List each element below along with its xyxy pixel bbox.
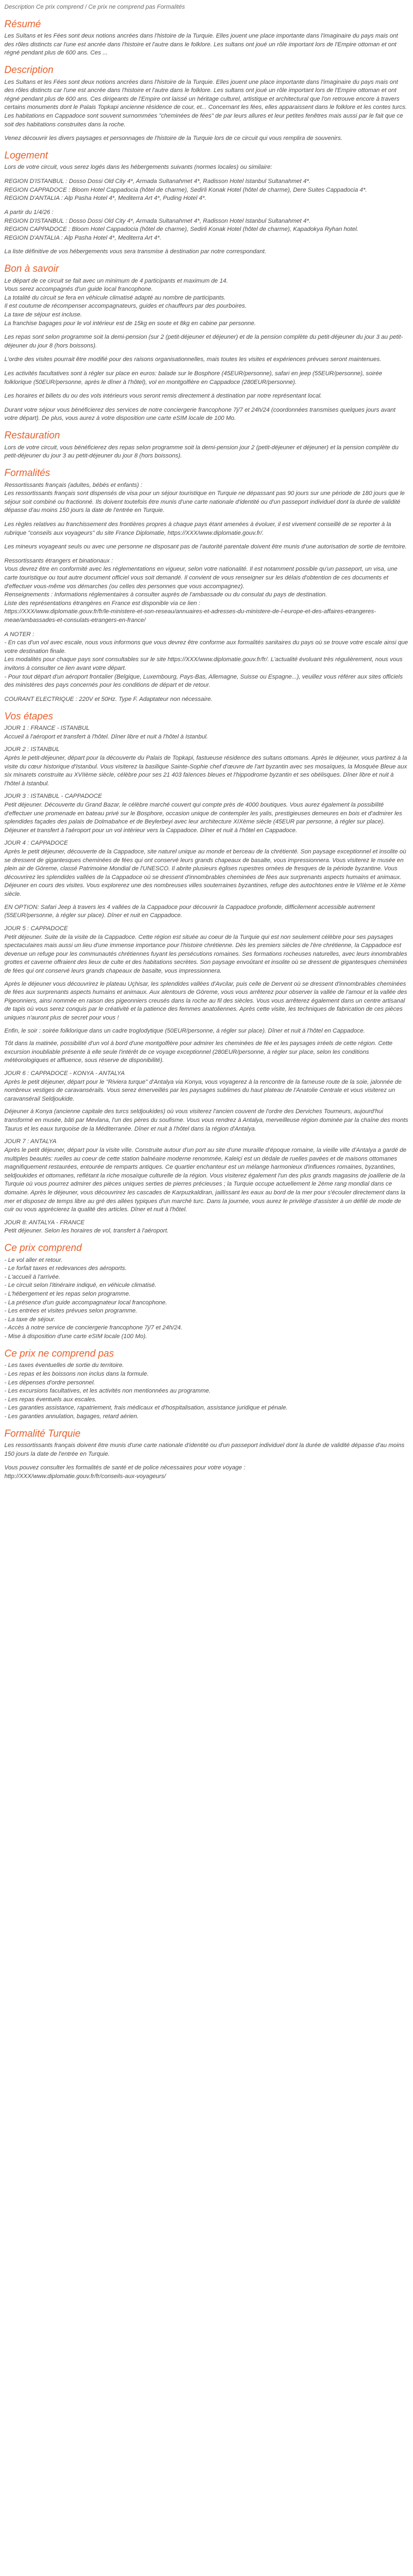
list-item: - Les entrées et visites prévues selon programme. — [4, 1308, 137, 1315]
day-heading: JOUR 6 : CAPPADOCE - KONYA - ANTALYA — [4, 1070, 125, 1077]
tab-links: Description Ce prix comprend / Ce prix ne comprend pas Formalités — [4, 4, 185, 10]
formalite-turquie-section — [4, 1428, 409, 1481]
formalites-text: Renseignements : Informations réglementaires à consulter auprès de l'ambassade ou du consulat du pays de destination. — [4, 591, 327, 599]
description-section — [4, 64, 409, 143]
list-item: - La taxe de séjour. — [4, 1316, 56, 1323]
logement-line: REGION CAPPADOCE : Bloom Hotel Cappadocia (hôtel de charme), Sedirli Konak Hotel (hôtel de charme), Dere Suites Cappadocia 4*. — [4, 186, 367, 193]
formalites-paragraph — [4, 521, 409, 538]
restauration-text: Lors de votre circuit, vous bénéficierez des repas selon programme soit la demi-pension jour 2 (petit-déjeuner et déjeuner) et la pension complète du petit-déjeuner du jour 3 au petit-déjeuner du jour 8 (hors boissons). — [4, 444, 399, 460]
day-heading: JOUR 7 : ANTALYA — [4, 1138, 57, 1145]
logement-line: REGION D'ISTANBUL : Dosso Dossi Old City 4*, Armada Sultanahmet 4*, Radisson Hotel Istanbul Sultanahmet 4*. — [4, 178, 311, 185]
restauration-title: Restauration — [4, 430, 60, 441]
logement-section — [4, 150, 409, 257]
formalites-title: Formalités — [4, 467, 51, 478]
comprend-title: Ce prix comprend — [4, 1242, 82, 1254]
info-line: La totalité du circuit se fera en véhicule climatisé adapté au nombre de participants. — [4, 294, 226, 301]
day-text: Tôt dans la matinée, possibilité d'un vol à bord d'une montgolfière pour admirer les cheminées de fée et les paysages irréels de cette région. Cette excursion inoubliable présente à elle seule l'intérêt de ce voyage exceptionnel (280EUR/personne, à régler sur place, selon les conditions météorologiques et affluence, sous réserve de disponibilité). — [4, 1040, 393, 1064]
logement-period: A partir du 1/4/26 : — [4, 209, 54, 216]
formalites-subhead: Ressortissants français (adultes, bébés et enfants) : — [4, 481, 143, 489]
list-item: - L'accueil à l'arrivée. — [4, 1273, 60, 1280]
info-line: Le départ de ce circuit se fait avec un minimum de 4 participants et maximum de 14. — [4, 277, 228, 284]
day-heading: JOUR 2 : ISTANBUL — [4, 746, 60, 753]
day-heading: JOUR 5 : CAPPADOCE — [4, 925, 68, 932]
formalites-link-line — [4, 608, 409, 625]
list-item: - Les garanties assistance, rapatriement, frais médicaux et d'hospitalisation, assistance juridique et pénale. — [4, 1405, 288, 1412]
day-text: Après le petit-déjeuner, départ pour la découverte du Palais de Topkapi, fastueuse résidence des sultans ottomans. Après le déjeuner, vous partirez à la visite du cœur historique d'Istanbul. Vous visiterez la basilique Sainte-Sophie chef d'œuvre de l'art byzantin avec ses mosaïques, la Mosquée Bleue aux six minarets construite au XVIIème siècle, célèbre pour ses 21 403 faïences bleues et l'hippodrome byzantin et ses obélisques. Dîner libre et nuit à l'hôtel à Istanbul. — [4, 754, 408, 787]
day-text: Après le petit déjeuner, découverte de la Cappadoce, site naturel unique au monde et berceau de la chrétienté. Son paysage exceptionnel et insolite où se dressent de gigantesques cheminées de fées qui ont conservé leurs grands chapeaux de basalte, vous impressionnera. Vous visiterez le musée en plein air de Göreme, classé Patrimoine Mondial de l'UNESCO. Il abrite plusieurs églises rupestres ornées de fresques de la période byzantine. Vous découvrirez les splendides vallées de la Cappadoce où se dressent d'innombrables cheminées de fées aux surprenants aspects humains et animaux. Déjeuner en cours des visites. Vous explorerez une des nombreuses villes souterraines byzantines, refuge des autochtones entre le VIIème et le Xème siècle. — [4, 849, 406, 898]
day-block — [4, 792, 409, 835]
list-item: - Accès à notre service de conciergerie francophone 7j/7 et 24h/24. — [4, 1324, 183, 1332]
comprend-list — [4, 1256, 409, 1341]
resume-title: Résumé — [4, 18, 41, 29]
list-item: - Les garanties annulation, bagages, retard aérien. — [4, 1413, 139, 1420]
day-block — [4, 724, 409, 741]
restauration-section — [4, 430, 409, 461]
ne-comprend-pas-title: Ce prix ne comprend pas — [4, 1347, 114, 1359]
day-text: Après le petit déjeuner, départ pour la visite ville. Construite autour d'un port au site d'une muraille d'époque romaine, la vieille ville d'Antalya a gardé de multiples beautés: ruelles au coeur de cette station balnéaire moderne renommée, Kaleiçi est un dédale de ruelles pavées et de maisons ottomanes magnifiquement restaurées, entourée de remparts antiques. Ce quartier enchanteur est un mélange harmonieux d'influences romaines, byzantines, seldjoukides et ottomanes, reflétant la riche mosaïque culturelle de la région. Vous visiterez également l'un des plus grands magasins de joaillerie de la Turquie où vous pourrez admirer des pièces uniques serties de pierres précieuses ; la Turquie occupe actuellement le 2ème rang mondial dans ce domaine. Après le déjeuner, vous découvrirez les cascades de Karpuzkaldiran, jaillissant les eaux au bord de la mer pour s'écouler directement dans la mer et disposez de temps libre au gré des allées typiques d'un marché turc. Dans la journée, vous aurez le privilège d'assister à un défilé de mode de cuir ou vous apprécierez la qualité des articles. Dîner et nuit à l'hôtel. — [4, 1146, 406, 1213]
etapes-title: Vos étapes — [4, 710, 53, 722]
logement-line: REGION CAPPADOCE : Bloom Hotel Cappadocia (hôtel de charme), Sedirli Konak Hotel (hôtel de charme), Kapadokya Ryhan hotel. — [4, 226, 359, 233]
courant-electrique: COURANT ELECTRIQUE : 220V et 50Hz. Type F. Adaptateur non nécessaire. — [4, 695, 212, 703]
day-text: Accueil à l'aéroport et transfert à l'hôtel. Dîner libre et nuit à l'hôtel à Istanbul. — [4, 733, 208, 740]
formalites-text: - En cas d'un vol avec escale, nous vous informons que vous devrez être conforme aux formalités sanitaires du pays où se trouve votre escale ainsi que votre destination finale. — [4, 639, 408, 655]
logement-list-b — [4, 209, 409, 242]
logement-line: REGION D'ANTALIA : Alp Pasha Hotel 4*, Mediterra Art 4*. — [4, 234, 161, 241]
formalite-turquie-link-line — [4, 1473, 409, 1481]
day-text: Petit déjeuner. Découverte du Grand Bazar, le célèbre marché couvert qui compte près de 4000 boutiques. Vous aurez également la possibilité d'effectuer une promenade en bateau privé sur le Bosphore, occasion unique de contempler les yalis, prestigieuses demeures en bois et d'admirer les splendides façades des palais de Dolmabahce et de Beylerbeyi avec leur architecture XIXème siècle (45EUR par personne, à régler sur place). Déjeuner et transfert à l'aéroport pour un vol intérieur vers la Cappadoce. Dîner et nuit à l'hôtel en Cappadoce. — [4, 801, 403, 834]
day-text: Enfin, le soir : soirée folklorique dans un cadre troglodytique (50EUR/personne, à régler sur place). Dîner et nuit à l'hôtel en Cappadoce. — [4, 1027, 365, 1034]
day-text: EN OPTION: Safari Jeep à travers les 4 vallées de la Cappadoce pour découvrir la Cappadoce profonde, difficilement accessible autrement (55EUR/personne, à régler sur place). Dîner et nuit en Cappadoce. — [4, 904, 375, 919]
logement-list-a — [4, 178, 409, 203]
diplomatie-link[interactable]: https://XXX/www.diplomatie.gouv.fr/. — [167, 529, 264, 536]
ne-comprend-pas-section — [4, 1348, 409, 1421]
info-paragraph: Les horaires et billets du ou des vols intérieurs vous seront remis directement à destination par notre représentant local. — [4, 393, 322, 400]
conseils-voyageurs-link[interactable]: http://XXX/www.diplomatie.gouv.fr/fr/conseils-aux-voyageurs/ — [4, 1473, 166, 1480]
formalite-turquie-title: Formalité Turquie — [4, 1427, 81, 1439]
list-item: - Les taxes éventuelles de sortie du territoire. — [4, 1362, 124, 1369]
comprend-section — [4, 1242, 409, 1341]
day-text: Après le déjeuner vous découvrirez le plateau Uçhisar, les splendides vallées d'Avcilar, puis celle de Dervent où se dressent d'innombrables cheminées de fées aux surprenants aspects humains et animaux. Aux alentours de Göreme, vous vous arrêterez pour observer la vallée de l'amour et la vallée des Pigeonniers, ainsi nommée en raison des pigeonniers creusés dans la roche au fil des siècles. Vous vous arrêterez également dans un centre artisanal de tapis où vous serez conquis par le créativité et la patience des femmes anatoliennes. Après cette visite, les techniques de fabrication de ces pièces uniques n'auront plus de secret pour vous ! — [4, 980, 408, 1021]
info-line: La taxe de séjour est incluse. — [4, 312, 82, 318]
resume-text: Les Sultans et les Fées sont deux notions ancrées dans l'histoire de la Turquie. Elles jouent une place importante dans l'imaginaire du pays mais ont des rôles distincts car l'une est ancrée dans l'histoire et l'autre dans le folklore. Les sultans ont joué un rôle important lors de l'Empire ottoman et ont régné pendant plus de 600 ans. Ces ... — [4, 33, 398, 57]
day-heading: JOUR 3 : ISTANBUL - CAPPADOCE — [4, 793, 102, 800]
formalites-text: Liste des représentations étrangères en France est disponible via ce lien : — [4, 600, 201, 607]
list-item: - Les excursions facultatives, et les activités non mentionnées au programme. — [4, 1388, 211, 1395]
ambassades-link[interactable]: https://XXX/www.diplomatie.gouv.fr/fr/le-ministere-et-son-reseau/annuaires-et-adresses-du-ministere-de-l-europe-et-des-affaires-etrangeres-meae/ambassades-et-consulats-etrangers-en-france/ — [4, 608, 376, 624]
day-block — [4, 1070, 409, 1133]
list-item: - Le circuit selon l'itinéraire indiqué, en véhicule climatisé. — [4, 1282, 157, 1289]
bon-a-savoir-section — [4, 263, 409, 423]
day-block — [4, 1219, 409, 1236]
day-heading: JOUR 8: ANTALYA - FRANCE — [4, 1219, 85, 1226]
description-paragraph: Venez découvrir les divers paysages et personnages de l'histoire de la Turquie lors de ce circuit qui vous remplira de souvenirs. — [4, 135, 343, 142]
list-item: - La présence d'un guide accompagnateur local francophone. — [4, 1299, 167, 1306]
day-text: Après le petit déjeuner, départ pour le "Riviera turque" d'Antalya via Konya, vous voyagerez à la rencontre de la fameuse route de la soie, jalonnée de nombreux vestiges de caravansérails. Vous serez émerveillés par les paysages sublimes du haut plateau de l'Anatolie Centrale et vous visiterez un caravansérail Seldjoukide. — [4, 1078, 402, 1102]
resume-section — [4, 19, 409, 58]
info-paragraph: L'ordre des visites pourrait être modifié pour des raisons organisationnelles, mais toutes les visites et expériences prévues seront maintenues. — [4, 356, 381, 363]
formalite-turquie-text: Les ressortissants français doivent être munis d'une carte nationale d'identité ou d'un passeport individuel dont la durée de validité dépasse d'au moins 150 jours la date de l'entrée en Turquie. — [4, 1442, 405, 1457]
day-text: Petit déjeuner. Selon les horaires de vol, transfert à l'aéroport. — [4, 1228, 169, 1235]
day-text: Déjeuner à Konya (ancienne capitale des turcs seldjoukides) où vous visiterez l'ancien couvent de l'ordre des Derviches Tourneurs, aujourd'hui transformé en musée, bâti par Mevlana, l'un des pères du soufisme. Vous vous rendrez à Antalya, merveilleuse région dominée par la chaîne des monts Taurus et les eaux turquoise de la Méditerranée. Dîner et nuit à l'hôtel dans la région d'Antalya. — [4, 1108, 409, 1132]
day-heading: JOUR 4 : CAPPADOCE — [4, 840, 68, 847]
list-item: - Les dépenses d'ordre personnel. — [4, 1379, 95, 1386]
info-paragraph: Les activités facultatives sont à régler sur place en euros: balade sur le Bosphore (45EUR/personne), safari en jeep (55EUR/personne), soirée folklorique (50EUR/personne, après le dîner à l'hôtel), vol en montgolfière en Cappadoce (280EUR/personne). — [4, 370, 382, 386]
formalites-section — [4, 467, 409, 704]
ne-comprend-pas-list — [4, 1362, 409, 1421]
info-line: Il est coutume de récompenser accompagnateurs, guides et chauffeurs par des pourboires. — [4, 303, 247, 310]
info-paragraph: Les repas sont selon programme soit la demi-pension (sur 2 (petit-déjeuner et déjeuner) et de la pension complète du petit-déjeuner du jour 3 au petit-déjeuner du jour 8 (hors boissons). — [4, 334, 403, 349]
formalites-subhead: A NOTER : — [4, 631, 34, 638]
info-paragraph: Durant votre séjour vous bénéficierez des services de notre conciergerie francophone 7j/7 et 24h/24 (coordonnées transmises quelques jours avant votre départ). De plus, vous aurez à votre disposition une carte eSIM locale de 100 Mo. — [4, 406, 396, 422]
formalites-paragraph: Les ressortissants français sont dispensés de visa pour un séjour touristique en Turquie ne dépassant pas 90 jours sur une période de 180 jours que le séjour soit combiné ou fractionné. Ils doivent toutefois être munis d'une carte nationale d'identité ou d'un passeport individuel dont la durée de validité dépasse d'au moins 150 jours la date de l'entrée en Turquie. — [4, 490, 405, 514]
formalites-text: Les modalités pour chaque pays sont consultables sur le site https://XXX/www.diplomatie.gouv.fr/fr/. L'actualité évoluant très régulièrement, nous vous invitons à consulter ce lien avant votre départ. — [4, 656, 403, 672]
list-item: - Les repas et les boissons non inclus dans la formule. — [4, 1370, 149, 1377]
formalites-text: Les règles relatives au franchissement des frontières propres à chaque pays étant amenées à évoluer, il est vivement conseillé de se reporter à la rubrique "conseils aux voyageurs" du site France Diplomatie, — [4, 521, 391, 536]
logement-title: Logement — [4, 149, 48, 161]
description-paragraph: Les Sultans et les Fées sont deux notions ancrées dans l'histoire de la Turquie. Elles jouent une place importante dans l'imaginaire du pays mais ont des rôles distincts car l'une est ancrée dans l'histoire et l'autre dans le folklore. Les sultans ont joué un rôle important lors de l'Empire ottoman et ont régné pendant plus de 600 ans. Ces dirigeants de l'Empire ont laissé un héritage culturel, artistique et architectural que l'on retrouve encore à travers certains monuments dont le Palais Topkapi ancienne résidence de cour, et... Concernant les fées, elles apparaissent dans le folklore et les contes turcs. Les habitations en Cappadoce sont souvent surnommées "cheminées de fées" de par leurs allures et leur petites fenêtres mais aussi par le fait que ce soit des habitations construites dans la roche. — [4, 78, 407, 128]
day-block — [4, 925, 409, 1065]
description-title: Description — [4, 64, 54, 76]
logement-line: REGION D'ISTANBUL : Dosso Dossi Old City 4*, Armada Sultanahmet 4*, Radisson Hotel Istanbul Sultanahmet 4*. — [4, 217, 311, 224]
formalites-paragraph: Les mineurs voyageant seuls ou avec une personne ne disposant pas de l'autorité parentale doivent être munis d'une autorisation de sortie de territoire. — [4, 544, 407, 551]
formalites-text: Vous devrez être en conformité avec les réglementations en vigueur, selon votre nationalité. Il est notamment possible qu'un passeport, un visa, une carte touristique ou tout autre document officiel vous soit demandé. Il convient de vous renseigner sur les délais d'obtention de ces documents et d'effectuer vous-même vos démarches (ou celles des personnes que vous accompagnez). — [4, 566, 398, 590]
list-item: - Mise à disposition d'une carte eSIM locale (100 Mo). — [4, 1333, 147, 1340]
formalites-etrangers — [4, 557, 409, 625]
logement-note: La liste définitive de vos hébergements vous sera transmise à destination par notre correspondant. — [4, 248, 266, 255]
day-block — [4, 1138, 409, 1214]
list-item: - Le vol aller et retour. — [4, 1256, 63, 1263]
logement-line: REGION D'ANTALIA : Alp Pasha Hotel 4*, Mediterra Art 4*, Puding Hotel 4*. — [4, 195, 206, 202]
formalites-a-noter — [4, 631, 409, 690]
day-text: Petit déjeuner. Suite de la visite de la Cappadoce. Cette région est située au coeur de la Turquie qui est non seulement célèbre pour ses paysages spectaculaires mais aussi un lieu d'une immense importance pour l'histoire chrétienne. Dès les premiers siècles de l'ère chrétienne, la Cappadoce est devenue un refuge pour les communautés chrétiennes fuyant les persécutions romaines. Ses formations rocheuses naturelles, avec leurs innombrables grottes et caverne offraient des lieux de culte et des habitations secrètes. Son paysage envoûtant et insolite où se dressent de gigantesques cheminées de fées qui ont conservé leurs grands chapeaux de basalte, vous impressionnera. — [4, 933, 408, 974]
day-block — [4, 746, 409, 788]
day-block — [4, 839, 409, 920]
formalites-subhead: Ressortissants étrangers et binationaux : — [4, 557, 113, 564]
info-line: La franchise bagages pour le vol intérieur est de 15kg en soute et 8kg en cabine par personne. — [4, 320, 256, 327]
formalites-text: - Pour tout départ d'un aéroport frontalier (Belgique, Luxembourg, Pays-Bas, Allemagne, Suisse ou Espagne...), veuillez vous référer aux sites officiels des ministères des pays concernés pour les conditions de départ et de retour. — [4, 673, 403, 689]
list-item: - L'hébergement et les repas selon programme. — [4, 1291, 131, 1298]
bon-a-savoir-title: Bon à savoir — [4, 263, 59, 274]
formalite-turquie-text: Vous pouvez consulter les formalités de santé et de police nécessaires pour votre voyage : — [4, 1464, 246, 1472]
bon-a-savoir-list — [4, 277, 409, 328]
etapes-section — [4, 711, 409, 1236]
list-item: - Les repas éventuels aux escales. — [4, 1396, 97, 1403]
info-line: Vous serez accompagnés d'un guide local francophone. — [4, 286, 153, 293]
list-item: - Le forfait taxes et redevances des aéroports. — [4, 1265, 127, 1272]
day-heading: JOUR 1 : FRANCE - ISTANBUL — [4, 725, 90, 732]
logement-intro: Lors de votre circuit, vous serez logés dans les hébergements suivants (normes locales) ou similaire: — [4, 164, 272, 171]
